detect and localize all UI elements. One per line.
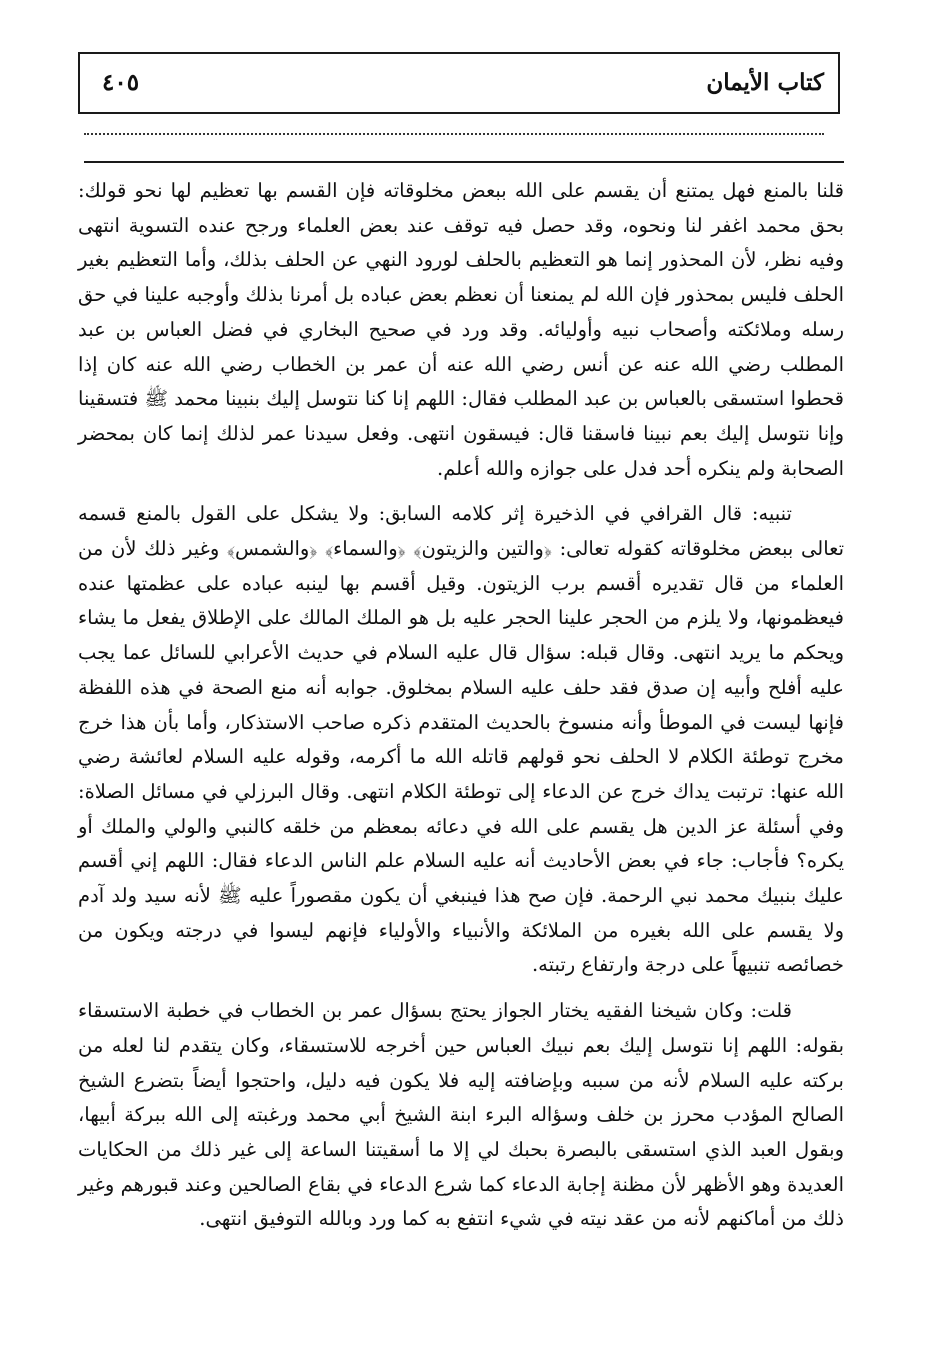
solid-divider <box>84 161 844 163</box>
paragraph-2: تنبيه: قال القرافي في الذخيرة إثر كلامه السابق: ولا يشكل على القول بالمنع قسمه تعالى ببعض مخلوقاته كقوله تعالى: ﴿والتين والزيتون﴾ ﴿والسماء﴾ ﴿والشمس﴾ وغير ذلك لأن من العلماء من قال تقديره أقسم برب الزيتون. وقيل أقسم بها لينبه عباده على عظمتها عنده فيعظمونها، ولا يلزم من الحجر علينا الحجر عليه بل هو الملك المالك على الإطلاق يفعل ما يشاء ويحكم ما يريد انتهى. وقال قبله: سؤال قال عليه السلام في حديث الأعرابي للسائل عما يجب عليه أفلح وأبيه إن صدق فقد حلف عليه السلام بمخلوق. جوابه أنه منع الصحة في هذه اللفظة فإنها ليست في الموطأ وأنه منسوخ بالحديث المتقدم ذكره صاحب الاستذكار، وأما بأن هذا خرج مخرج توطئة الكلام لا الحلف نحو قولهم قاتله الله ما أكرمه، وقوله عليه السلام لعائشة رضي الله عنها: ترتبت يداك خرج عن الدعاء إلى توطئة الكلام انتهى. وقال البرزلي في مسائل الصلاة: وفي أسئلة عز الدين هل يقسم على الله في دعائه بمعظم من خلقه كالنبي والولي والملك أو يكره؟ فأجاب: جاء في بعض الأحاديث أنه عليه السلام علم الناس الدعاء فقال: اللهم إني أقسم عليك بنبيك محمد نبي الرحمة. فإن صح هذا فينبغي أن يكون مقصوراً عليه ﷺ لأنه سيد ولد آدم ولا يقسم على الله بغيره من الملائكة والأنبياء والأولياء فإنهم ليسوا في درجته ويكون من خصائصه تنبيهاً على درجة وارتفاع رتبته. <box>78 502 844 977</box>
paragraph-3: قلت: وكان شيخنا الفقيه يختار الجواز يحتج بسؤال عمر بن الخطاب في خطبة الاستسقاء بقوله: اللهم إنا نتوسل إليك بعم نبيك العباس حين أخرجه للاستسقاء، وكان يتقدم لنا لعله من بركته عليه السلام لأنه من سببه وبإضافته إليه فلا يكون فيه دليل، واحتجوا أيضاً بتضرع الشيخ الصالح المؤدب محرز بن خلف وسؤاله البرء ابنة الشيخ أبي محمد ورغبته إلى الله ببركة أبيها، وبقول العبد الذي استسقى بالبصرة بحبك لي إلا ما أسقيتنا الساعة إلى غير ذلك من الحكايات العديدة وهو الأظهر لأن مظنة إجابة الدعاء كما شرع الدعاء في بقاع الصالحين وعند قبورهم وغير ذلك من أماكنهم لأنه من عقد نيته في شيء انتفع به كما ورد وبالله التوفيق انتهى. <box>78 999 844 1231</box>
page-number: ٤٠٥ <box>102 69 140 96</box>
paragraph-1: قلنا بالمنع فهل يمتنع أن يقسم على الله ببعض مخلوقاته فإن القسم بها تعظيم لها نحو قولك: بحق محمد اغفر لنا ونحوه، وقد حصل فيه توقف عند بعض العلماء ورجح عنده التسوية انتهى وفيه نظر، لأن المحذور إنما هو التعظيم بالحلف لورود النهي عن الحلف بذلك، وأما التعظيم بغير الحلف فليس بمحذور فإن الله لم يمنعنا أن نعظم بعض عباده بل أمرنا بذلك وأوجبه علينا في حق رسله وملائكته وأصحاب نبيه وأوليائه. وقد ورد في صحيح البخاري في فضل العباس بن عبد المطلب رضي الله عنه عن أنس رضي الله عنه أن عمر بن الخطاب رضي الله عنه كان إذا قحطوا استسقى بالعباس بن عبد المطلب فقال: اللهم إنا كنا نتوسل إليك بنبينا محمد ﷺ فتسقينا وإنا نتوسل إليك بعم نبينا فاسقنا قال: فيسقون انتهى. وفعل سيدنا عمر لذلك إنما كان بمحضر الصحابة ولم ينكره أحد فدل على جوازه والله أعلم. <box>78 179 844 480</box>
running-header <box>78 52 840 114</box>
dotted-divider <box>84 133 824 135</box>
body-text <box>78 174 844 1237</box>
book-page <box>78 52 844 1342</box>
header-title: كتاب الأيمان <box>706 69 824 96</box>
